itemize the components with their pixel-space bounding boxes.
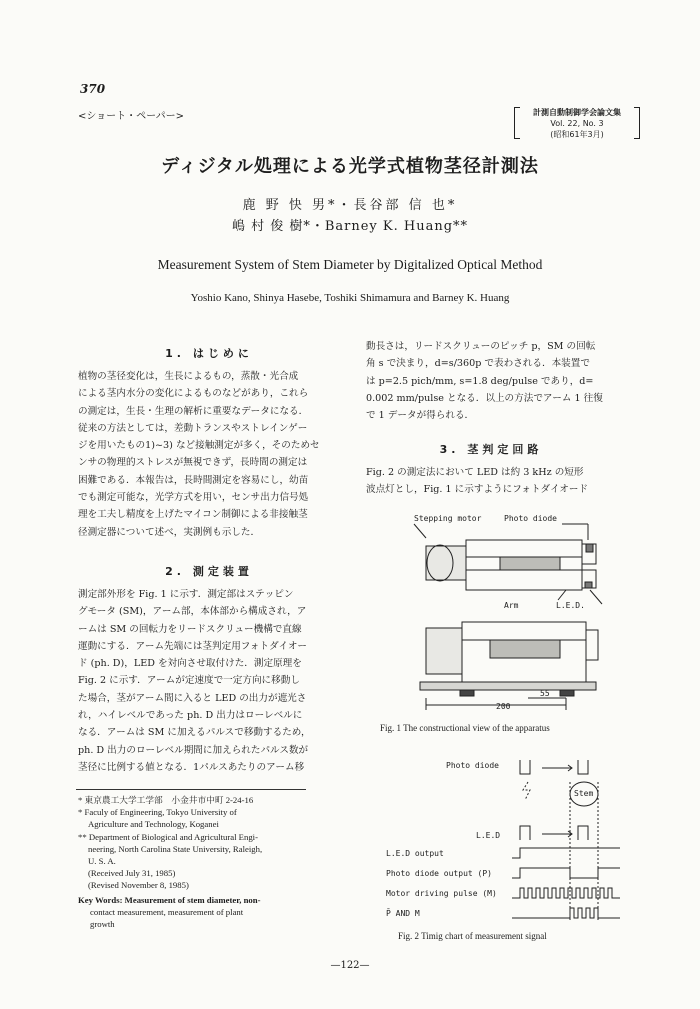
journal-volume: Vol. 22, No. 3 xyxy=(550,119,604,128)
text-line: 測定部外形を Fig. 1 に示す．測定部はステッピン xyxy=(78,589,294,600)
label-led-output: L.E.D output xyxy=(386,849,444,858)
label-photo-diode: Photo diode xyxy=(504,514,557,523)
text-line: で 1 データが得られる． xyxy=(366,410,475,422)
dimension-200: 200 xyxy=(496,702,511,711)
text-line: Fig. 2 に示す．アームが定速度で一定方向に移動し xyxy=(78,675,300,687)
section-heading-3: 3. 茎判定回路 xyxy=(439,443,543,456)
figure-2-caption: Fig. 2 Timig chart of measurement signal xyxy=(398,931,547,941)
footnote-line: * 東京農工大学工学部 小金井市中町 2-24-16 xyxy=(78,795,254,805)
text-line: 理を工夫し精度を上げたマイコン制御による非接触茎 xyxy=(78,509,308,521)
authors-english: Yoshio Kano, Shinya Hasebe, Toshiki Shimamura and Barney K. Huang xyxy=(190,292,510,304)
text-line: グモータ (SM)，アーム部，本体部から構成され，ア xyxy=(78,606,307,618)
text-line: ンサの物理的ストレスが無視できず，長時間の測定は xyxy=(78,457,308,469)
text-line: れ，ハイレベルであった ph. D 出力はローレベルに xyxy=(78,710,303,722)
text-line: の測定は，生長・生理の解析に重要なデータになる． xyxy=(78,405,309,417)
text-line: なる．アームは SM に加えるパルスで移動するため， xyxy=(78,727,311,739)
text-line: 従来の方法としては，差動トランスやストレインゲー xyxy=(78,422,308,434)
section-2-continued xyxy=(366,338,603,424)
text-line: 角 s で決まり，d=s/360p で表わされる．本装置で xyxy=(366,358,590,370)
footnote-line: (Received July 31, 1985) xyxy=(88,868,176,879)
footnote-line: (Revised November 8, 1985) xyxy=(88,880,189,891)
footnote-line: * Faculy of Engineering, Tokyo University of xyxy=(78,807,237,818)
text-line: ph. D 出力のローレベル期間に加えられたパルス数が xyxy=(78,744,309,756)
label-stem: Stem xyxy=(574,789,594,798)
footnote-line: Agriculture and Technology, Koganei xyxy=(88,819,219,830)
label-arm: Arm xyxy=(504,601,519,610)
text-line: 動長さは，リードスクリューのピッチ p，SM の回転 xyxy=(366,341,596,352)
text-line: Fig. 2 の測定法において LED は約 3 kHz の短形 xyxy=(366,467,584,478)
text-line: 運動にする．アーム先端には茎判定用フォトダイオー xyxy=(78,640,308,652)
text-line: 波点灯とし，Fig. 1 に示すようにフォトダイオード xyxy=(366,484,589,496)
journal-box xyxy=(518,107,636,139)
authors-japanese-line-2: 嶋 村 俊 樹*・Barney K. Huang** xyxy=(231,219,469,234)
text-line: ド (ph. D)，LED を対向させ取付けた．測定原理を xyxy=(78,658,302,670)
text-line: た場合，茎がアーム間に入ると LED の出力が遮光さ xyxy=(78,692,307,704)
section-3-body xyxy=(366,464,588,499)
text-line: による茎内水分の変化によるものなどがあり，これら xyxy=(78,388,309,400)
text-line: 困難である．本報告は，長時間測定を容易にし，幼苗 xyxy=(78,474,309,486)
keywords-line: contact measurement, measurement of plant xyxy=(90,906,244,917)
keywords-line: growth xyxy=(90,919,115,930)
figure-2-timing-chart xyxy=(380,752,630,926)
footnote-rule xyxy=(76,789,306,790)
title-japanese: ディジタル処理による光学式植物茎径計測法 xyxy=(161,156,539,177)
section-1-body xyxy=(78,368,320,541)
figure-1-caption: Fig. 1 The constructional view of the apparatus xyxy=(380,723,550,733)
footnotes xyxy=(78,794,262,930)
footnote-line: ** Department of Biological and Agricultural Engi- xyxy=(78,831,258,842)
text-line: 0.002 mm/pulse となる．以上の方法でアーム 1 往復 xyxy=(366,392,603,404)
page-number: 370 xyxy=(80,82,106,96)
journal-name: 計測自動制御学会論文集 xyxy=(533,108,621,117)
text-line: ジを用いたもの1)~3) など接触測定が多く，そのためセ xyxy=(78,440,320,452)
label-led: L.E.D xyxy=(476,831,501,840)
text-line: は p=2.5 pich/mm, s=1.8 deg/pulse であり，d= xyxy=(366,375,594,387)
dimension-55: 55 xyxy=(540,689,550,698)
figure-1-apparatus xyxy=(380,510,630,720)
text-line: 植物の茎径変化は，生長によるもの，蒸散・光合成 xyxy=(78,371,299,382)
text-line: でも測定可能な，光学方式を用い，センサ出力信号処 xyxy=(78,492,309,504)
section-heading-1: 1. はじめに xyxy=(165,347,253,360)
label-p-and-m: P̄ AND M xyxy=(386,909,420,918)
text-line: ームは SM の回転力をリードスクリュー機構で直線 xyxy=(78,623,302,635)
footnote-line: neering, North Carolina State University, Raleigh, xyxy=(88,843,263,854)
footnote-line: U. S. A. xyxy=(88,856,116,867)
text-line: 茎径に比例する値となる．1パルスあたりのアーム移 xyxy=(78,761,305,773)
label-motor-pulse: Motor driving pulse (M) xyxy=(386,889,497,898)
section-heading-2: 2. 測定装置 xyxy=(165,565,253,578)
label-stepping-motor: Stepping motor xyxy=(414,514,482,523)
section-2-body xyxy=(78,586,311,776)
short-paper-label: <ショート・ペーパー> xyxy=(78,111,185,122)
footer-page-number: —122— xyxy=(330,960,370,971)
authors-japanese-line-1: 鹿 野 快 男*・長谷部 信 也* xyxy=(242,198,458,213)
text-line: 径測定器について述べ，実測例も示した． xyxy=(78,526,261,538)
journal-date: (昭和61年3月) xyxy=(550,130,604,139)
title-english: Measurement System of Stem Diameter by Digitalized Optical Method xyxy=(157,257,543,272)
keywords-line: Key Words: Measurement of stem diameter, non- xyxy=(78,894,261,905)
label-photo-diode-output: Photo diode output (P) xyxy=(386,869,492,878)
label-photo-diode: Photo diode xyxy=(446,761,499,770)
label-led: L.E.D. xyxy=(556,601,585,610)
